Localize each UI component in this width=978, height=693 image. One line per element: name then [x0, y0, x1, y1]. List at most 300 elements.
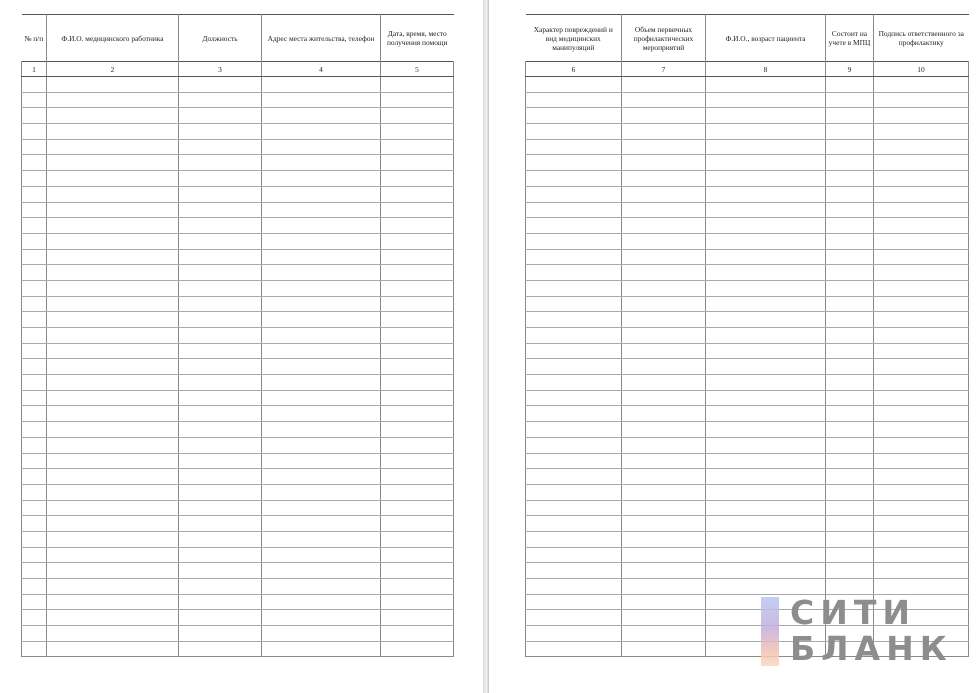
empty-cell[interactable] — [381, 375, 454, 391]
empty-cell[interactable] — [874, 202, 969, 218]
empty-cell[interactable] — [262, 108, 381, 124]
empty-cell[interactable] — [22, 155, 47, 171]
empty-cell[interactable] — [706, 359, 826, 375]
empty-cell[interactable] — [706, 579, 826, 595]
empty-cell[interactable] — [874, 531, 969, 547]
empty-cell[interactable] — [22, 579, 47, 595]
empty-cell[interactable] — [826, 92, 874, 108]
empty-cell[interactable] — [874, 155, 969, 171]
empty-cell[interactable] — [706, 328, 826, 344]
empty-cell[interactable] — [706, 249, 826, 265]
empty-cell[interactable] — [179, 249, 262, 265]
empty-cell[interactable] — [262, 484, 381, 500]
empty-cell[interactable] — [22, 484, 47, 500]
empty-cell[interactable] — [874, 124, 969, 140]
empty-cell[interactable] — [47, 375, 179, 391]
empty-cell[interactable] — [706, 233, 826, 249]
empty-cell[interactable] — [526, 108, 622, 124]
empty-cell[interactable] — [526, 186, 622, 202]
empty-cell[interactable] — [526, 77, 622, 93]
empty-cell[interactable] — [381, 124, 454, 140]
empty-cell[interactable] — [22, 108, 47, 124]
empty-cell[interactable] — [622, 296, 706, 312]
empty-cell[interactable] — [706, 312, 826, 328]
empty-cell[interactable] — [874, 139, 969, 155]
empty-cell[interactable] — [381, 343, 454, 359]
empty-cell[interactable] — [622, 280, 706, 296]
empty-cell[interactable] — [47, 296, 179, 312]
empty-cell[interactable] — [179, 265, 262, 281]
empty-cell[interactable] — [179, 186, 262, 202]
empty-cell[interactable] — [826, 296, 874, 312]
empty-cell[interactable] — [22, 218, 47, 234]
empty-cell[interactable] — [622, 626, 706, 642]
empty-cell[interactable] — [526, 296, 622, 312]
empty-cell[interactable] — [381, 265, 454, 281]
empty-cell[interactable] — [622, 265, 706, 281]
empty-cell[interactable] — [874, 563, 969, 579]
empty-cell[interactable] — [262, 139, 381, 155]
empty-cell[interactable] — [622, 641, 706, 657]
empty-cell[interactable] — [874, 469, 969, 485]
empty-cell[interactable] — [826, 233, 874, 249]
empty-cell[interactable] — [526, 453, 622, 469]
empty-cell[interactable] — [874, 328, 969, 344]
empty-cell[interactable] — [47, 610, 179, 626]
empty-cell[interactable] — [262, 171, 381, 187]
empty-cell[interactable] — [706, 437, 826, 453]
empty-cell[interactable] — [262, 233, 381, 249]
empty-cell[interactable] — [47, 92, 179, 108]
empty-cell[interactable] — [526, 484, 622, 500]
empty-cell[interactable] — [622, 500, 706, 516]
empty-cell[interactable] — [526, 641, 622, 657]
empty-cell[interactable] — [179, 641, 262, 657]
empty-cell[interactable] — [47, 77, 179, 93]
empty-cell[interactable] — [826, 579, 874, 595]
empty-cell[interactable] — [47, 139, 179, 155]
empty-cell[interactable] — [47, 641, 179, 657]
empty-cell[interactable] — [47, 155, 179, 171]
empty-cell[interactable] — [826, 500, 874, 516]
empty-cell[interactable] — [179, 343, 262, 359]
empty-cell[interactable] — [874, 171, 969, 187]
empty-cell[interactable] — [622, 406, 706, 422]
empty-cell[interactable] — [526, 500, 622, 516]
empty-cell[interactable] — [622, 563, 706, 579]
empty-cell[interactable] — [622, 547, 706, 563]
empty-cell[interactable] — [874, 186, 969, 202]
empty-cell[interactable] — [179, 280, 262, 296]
empty-cell[interactable] — [622, 108, 706, 124]
empty-cell[interactable] — [179, 547, 262, 563]
empty-cell[interactable] — [262, 453, 381, 469]
empty-cell[interactable] — [706, 500, 826, 516]
empty-cell[interactable] — [706, 155, 826, 171]
empty-cell[interactable] — [526, 202, 622, 218]
empty-cell[interactable] — [526, 579, 622, 595]
empty-cell[interactable] — [826, 390, 874, 406]
empty-cell[interactable] — [826, 155, 874, 171]
empty-cell[interactable] — [874, 296, 969, 312]
empty-cell[interactable] — [381, 610, 454, 626]
empty-cell[interactable] — [874, 453, 969, 469]
empty-cell[interactable] — [874, 359, 969, 375]
empty-cell[interactable] — [47, 531, 179, 547]
empty-cell[interactable] — [262, 155, 381, 171]
empty-cell[interactable] — [262, 312, 381, 328]
empty-cell[interactable] — [22, 437, 47, 453]
empty-cell[interactable] — [381, 218, 454, 234]
empty-cell[interactable] — [826, 563, 874, 579]
empty-cell[interactable] — [874, 108, 969, 124]
empty-cell[interactable] — [22, 312, 47, 328]
empty-cell[interactable] — [381, 469, 454, 485]
empty-cell[interactable] — [47, 108, 179, 124]
empty-cell[interactable] — [826, 249, 874, 265]
empty-cell[interactable] — [22, 233, 47, 249]
empty-cell[interactable] — [526, 218, 622, 234]
empty-cell[interactable] — [47, 422, 179, 438]
empty-cell[interactable] — [526, 124, 622, 140]
empty-cell[interactable] — [622, 186, 706, 202]
empty-cell[interactable] — [526, 233, 622, 249]
empty-cell[interactable] — [262, 265, 381, 281]
empty-cell[interactable] — [526, 626, 622, 642]
empty-cell[interactable] — [526, 516, 622, 532]
empty-cell[interactable] — [526, 563, 622, 579]
empty-cell[interactable] — [381, 77, 454, 93]
empty-cell[interactable] — [874, 233, 969, 249]
empty-cell[interactable] — [622, 92, 706, 108]
empty-cell[interactable] — [826, 547, 874, 563]
empty-cell[interactable] — [706, 171, 826, 187]
empty-cell[interactable] — [381, 171, 454, 187]
empty-cell[interactable] — [526, 390, 622, 406]
empty-cell[interactable] — [262, 626, 381, 642]
empty-cell[interactable] — [179, 437, 262, 453]
empty-cell[interactable] — [826, 312, 874, 328]
empty-cell[interactable] — [47, 265, 179, 281]
empty-cell[interactable] — [706, 139, 826, 155]
empty-cell[interactable] — [179, 108, 262, 124]
empty-cell[interactable] — [874, 437, 969, 453]
empty-cell[interactable] — [22, 422, 47, 438]
empty-cell[interactable] — [47, 500, 179, 516]
empty-cell[interactable] — [874, 218, 969, 234]
empty-cell[interactable] — [262, 516, 381, 532]
empty-cell[interactable] — [622, 343, 706, 359]
empty-cell[interactable] — [874, 77, 969, 93]
empty-cell[interactable] — [622, 328, 706, 344]
empty-cell[interactable] — [22, 202, 47, 218]
empty-cell[interactable] — [47, 563, 179, 579]
empty-cell[interactable] — [526, 343, 622, 359]
empty-cell[interactable] — [22, 500, 47, 516]
empty-cell[interactable] — [22, 171, 47, 187]
empty-cell[interactable] — [179, 296, 262, 312]
empty-cell[interactable] — [47, 328, 179, 344]
empty-cell[interactable] — [262, 249, 381, 265]
empty-cell[interactable] — [526, 610, 622, 626]
empty-cell[interactable] — [706, 531, 826, 547]
empty-cell[interactable] — [179, 500, 262, 516]
empty-cell[interactable] — [262, 343, 381, 359]
empty-cell[interactable] — [381, 484, 454, 500]
empty-cell[interactable] — [381, 500, 454, 516]
empty-cell[interactable] — [179, 328, 262, 344]
empty-cell[interactable] — [179, 139, 262, 155]
empty-cell[interactable] — [381, 202, 454, 218]
empty-cell[interactable] — [706, 77, 826, 93]
empty-cell[interactable] — [526, 359, 622, 375]
empty-cell[interactable] — [381, 594, 454, 610]
empty-cell[interactable] — [381, 641, 454, 657]
empty-cell[interactable] — [179, 516, 262, 532]
empty-cell[interactable] — [22, 139, 47, 155]
empty-cell[interactable] — [179, 218, 262, 234]
empty-cell[interactable] — [179, 422, 262, 438]
empty-cell[interactable] — [826, 516, 874, 532]
empty-cell[interactable] — [826, 77, 874, 93]
empty-cell[interactable] — [262, 390, 381, 406]
empty-cell[interactable] — [22, 563, 47, 579]
empty-cell[interactable] — [381, 516, 454, 532]
empty-cell[interactable] — [47, 390, 179, 406]
empty-cell[interactable] — [622, 484, 706, 500]
empty-cell[interactable] — [381, 328, 454, 344]
empty-cell[interactable] — [706, 218, 826, 234]
empty-cell[interactable] — [622, 139, 706, 155]
empty-cell[interactable] — [706, 296, 826, 312]
empty-cell[interactable] — [22, 265, 47, 281]
empty-cell[interactable] — [874, 343, 969, 359]
empty-cell[interactable] — [179, 92, 262, 108]
empty-cell[interactable] — [47, 484, 179, 500]
empty-cell[interactable] — [381, 626, 454, 642]
empty-cell[interactable] — [826, 280, 874, 296]
empty-cell[interactable] — [826, 531, 874, 547]
empty-cell[interactable] — [826, 202, 874, 218]
empty-cell[interactable] — [706, 469, 826, 485]
empty-cell[interactable] — [179, 406, 262, 422]
empty-cell[interactable] — [874, 375, 969, 391]
empty-cell[interactable] — [874, 484, 969, 500]
empty-cell[interactable] — [874, 406, 969, 422]
empty-cell[interactable] — [262, 594, 381, 610]
empty-cell[interactable] — [381, 437, 454, 453]
empty-cell[interactable] — [874, 92, 969, 108]
empty-cell[interactable] — [47, 547, 179, 563]
empty-cell[interactable] — [526, 375, 622, 391]
empty-cell[interactable] — [47, 233, 179, 249]
empty-cell[interactable] — [179, 155, 262, 171]
empty-cell[interactable] — [706, 484, 826, 500]
empty-cell[interactable] — [262, 218, 381, 234]
empty-cell[interactable] — [22, 280, 47, 296]
empty-cell[interactable] — [826, 453, 874, 469]
empty-cell[interactable] — [874, 265, 969, 281]
empty-cell[interactable] — [179, 77, 262, 93]
empty-cell[interactable] — [22, 626, 47, 642]
empty-cell[interactable] — [826, 124, 874, 140]
empty-cell[interactable] — [826, 343, 874, 359]
empty-cell[interactable] — [874, 390, 969, 406]
empty-cell[interactable] — [622, 437, 706, 453]
empty-cell[interactable] — [22, 469, 47, 485]
empty-cell[interactable] — [262, 406, 381, 422]
empty-cell[interactable] — [381, 579, 454, 595]
empty-cell[interactable] — [262, 469, 381, 485]
empty-cell[interactable] — [262, 124, 381, 140]
empty-cell[interactable] — [826, 422, 874, 438]
empty-cell[interactable] — [262, 641, 381, 657]
empty-cell[interactable] — [381, 108, 454, 124]
empty-cell[interactable] — [622, 390, 706, 406]
empty-cell[interactable] — [22, 531, 47, 547]
empty-cell[interactable] — [526, 312, 622, 328]
empty-cell[interactable] — [179, 124, 262, 140]
empty-cell[interactable] — [381, 422, 454, 438]
empty-cell[interactable] — [622, 579, 706, 595]
empty-cell[interactable] — [526, 139, 622, 155]
empty-cell[interactable] — [179, 594, 262, 610]
empty-cell[interactable] — [826, 359, 874, 375]
empty-cell[interactable] — [22, 92, 47, 108]
empty-cell[interactable] — [622, 218, 706, 234]
empty-cell[interactable] — [22, 516, 47, 532]
empty-cell[interactable] — [22, 249, 47, 265]
empty-cell[interactable] — [622, 171, 706, 187]
empty-cell[interactable] — [874, 422, 969, 438]
empty-cell[interactable] — [47, 343, 179, 359]
empty-cell[interactable] — [47, 186, 179, 202]
empty-cell[interactable] — [179, 359, 262, 375]
empty-cell[interactable] — [381, 563, 454, 579]
empty-cell[interactable] — [826, 406, 874, 422]
empty-cell[interactable] — [706, 124, 826, 140]
empty-cell[interactable] — [381, 249, 454, 265]
empty-cell[interactable] — [826, 437, 874, 453]
empty-cell[interactable] — [22, 641, 47, 657]
empty-cell[interactable] — [22, 453, 47, 469]
empty-cell[interactable] — [47, 202, 179, 218]
empty-cell[interactable] — [47, 312, 179, 328]
empty-cell[interactable] — [622, 249, 706, 265]
empty-cell[interactable] — [47, 626, 179, 642]
empty-cell[interactable] — [526, 155, 622, 171]
empty-cell[interactable] — [262, 359, 381, 375]
empty-cell[interactable] — [622, 610, 706, 626]
empty-cell[interactable] — [262, 422, 381, 438]
empty-cell[interactable] — [706, 453, 826, 469]
empty-cell[interactable] — [526, 422, 622, 438]
empty-cell[interactable] — [526, 249, 622, 265]
empty-cell[interactable] — [706, 265, 826, 281]
empty-cell[interactable] — [179, 312, 262, 328]
empty-cell[interactable] — [47, 579, 179, 595]
empty-cell[interactable] — [262, 375, 381, 391]
empty-cell[interactable] — [706, 422, 826, 438]
empty-cell[interactable] — [706, 108, 826, 124]
empty-cell[interactable] — [47, 280, 179, 296]
empty-cell[interactable] — [47, 406, 179, 422]
empty-cell[interactable] — [874, 516, 969, 532]
empty-cell[interactable] — [262, 92, 381, 108]
empty-cell[interactable] — [179, 233, 262, 249]
empty-cell[interactable] — [826, 171, 874, 187]
empty-cell[interactable] — [381, 312, 454, 328]
empty-cell[interactable] — [47, 249, 179, 265]
empty-cell[interactable] — [179, 610, 262, 626]
empty-cell[interactable] — [262, 437, 381, 453]
empty-cell[interactable] — [826, 108, 874, 124]
empty-cell[interactable] — [874, 547, 969, 563]
empty-cell[interactable] — [706, 390, 826, 406]
empty-cell[interactable] — [622, 469, 706, 485]
empty-cell[interactable] — [22, 375, 47, 391]
empty-cell[interactable] — [22, 359, 47, 375]
empty-cell[interactable] — [826, 328, 874, 344]
empty-cell[interactable] — [874, 312, 969, 328]
empty-cell[interactable] — [22, 594, 47, 610]
empty-cell[interactable] — [622, 202, 706, 218]
empty-cell[interactable] — [622, 531, 706, 547]
empty-cell[interactable] — [622, 312, 706, 328]
empty-cell[interactable] — [179, 390, 262, 406]
empty-cell[interactable] — [262, 186, 381, 202]
empty-cell[interactable] — [622, 453, 706, 469]
empty-cell[interactable] — [622, 124, 706, 140]
empty-cell[interactable] — [706, 547, 826, 563]
empty-cell[interactable] — [706, 563, 826, 579]
empty-cell[interactable] — [826, 484, 874, 500]
empty-cell[interactable] — [381, 280, 454, 296]
empty-cell[interactable] — [526, 437, 622, 453]
empty-cell[interactable] — [47, 469, 179, 485]
empty-cell[interactable] — [179, 531, 262, 547]
empty-cell[interactable] — [526, 171, 622, 187]
empty-cell[interactable] — [262, 280, 381, 296]
empty-cell[interactable] — [47, 453, 179, 469]
empty-cell[interactable] — [381, 92, 454, 108]
empty-cell[interactable] — [826, 265, 874, 281]
empty-cell[interactable] — [262, 202, 381, 218]
empty-cell[interactable] — [381, 359, 454, 375]
empty-cell[interactable] — [826, 186, 874, 202]
empty-cell[interactable] — [381, 296, 454, 312]
empty-cell[interactable] — [526, 265, 622, 281]
empty-cell[interactable] — [622, 359, 706, 375]
empty-cell[interactable] — [526, 469, 622, 485]
empty-cell[interactable] — [706, 280, 826, 296]
empty-cell[interactable] — [179, 579, 262, 595]
empty-cell[interactable] — [47, 218, 179, 234]
empty-cell[interactable] — [874, 500, 969, 516]
empty-cell[interactable] — [526, 406, 622, 422]
empty-cell[interactable] — [22, 406, 47, 422]
empty-cell[interactable] — [622, 422, 706, 438]
empty-cell[interactable] — [179, 375, 262, 391]
empty-cell[interactable] — [262, 610, 381, 626]
empty-cell[interactable] — [526, 531, 622, 547]
empty-cell[interactable] — [526, 280, 622, 296]
empty-cell[interactable] — [706, 186, 826, 202]
empty-cell[interactable] — [622, 77, 706, 93]
empty-cell[interactable] — [706, 202, 826, 218]
empty-cell[interactable] — [22, 77, 47, 93]
empty-cell[interactable] — [826, 469, 874, 485]
